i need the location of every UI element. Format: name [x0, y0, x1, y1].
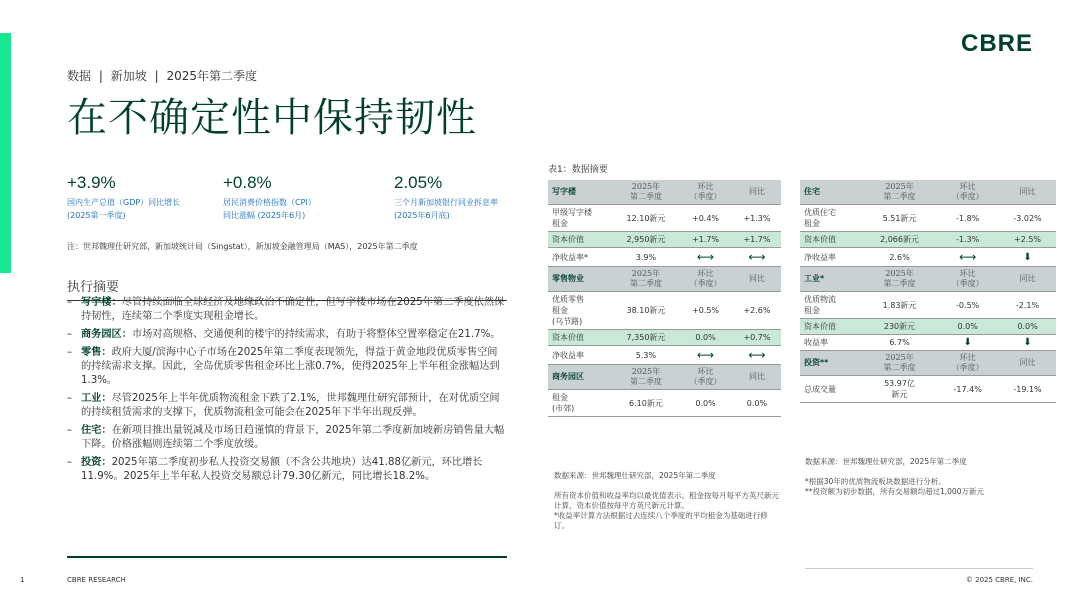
row-value: 38.10新元: [614, 292, 678, 330]
summary-item: – 商务园区：市场对高规格、交通便利的楼宇的持续需求，有助于将整体空置率稳定在21.7%。: [67, 328, 507, 342]
table-row: [548, 248, 781, 267]
kpi-interbank-rate: [394, 173, 498, 222]
table-row: [548, 390, 781, 417]
kpi-gdp: [67, 173, 180, 222]
column-header-yoy: 同比: [999, 351, 1056, 376]
breadcrumb-country: 新加坡: [110, 69, 147, 83]
table-row: [800, 205, 1056, 232]
down-arrow-icon: ⬇: [1023, 337, 1032, 348]
row-qoq: +1.7%: [678, 232, 733, 248]
row-label: 优质住宅 租金: [800, 205, 863, 232]
row-label: 资本价值: [800, 319, 863, 335]
row-label: 租金 (市郊): [548, 390, 614, 417]
section-title: 商务园区: [548, 365, 614, 390]
left-source-notes: [554, 471, 782, 531]
section-header-row: [548, 365, 781, 390]
row-value: 2,950新元: [614, 232, 678, 248]
row-value: 3.9%: [614, 248, 678, 267]
breadcrumb: [67, 67, 257, 84]
flat-arrow-icon: ⟷: [696, 348, 715, 362]
row-qoq: [936, 248, 999, 267]
cbre-logo: CBRE: [960, 30, 1033, 57]
page-number: 1: [20, 576, 25, 584]
row-value: 230新元: [863, 319, 937, 335]
column-header-yoy: 同比: [733, 365, 781, 390]
source-line: 数据来源：世邦魏理仕研究部，2025年第二季度: [554, 471, 716, 480]
breadcrumb-period: 2025年第二季度: [166, 69, 257, 83]
summary-item: – 工业：尽管2025年上半年优质物流租金下跌了2.1%，世邦魏理仕研究部预计，在对优质空间的持续租赁需求的支撑下，优质物流租金可能会在2025年下半年出现反弹。: [67, 392, 507, 420]
table-row: [800, 319, 1056, 335]
kpi-label: 居民消费价格指数（CPI） 同比涨幅 (2025年6月): [223, 198, 316, 220]
summary-list: [67, 296, 507, 488]
row-label: 甲级写字楼 租金: [548, 205, 614, 232]
row-label: 优质零售 租金 (乌节路): [548, 292, 614, 330]
flat-arrow-icon: ⟷: [748, 348, 766, 362]
row-value: 12.10新元: [614, 205, 678, 232]
column-header-period: 2025年 第二季度: [614, 180, 678, 205]
row-value: 1.83新元: [863, 292, 937, 319]
column-header-period: 2025年 第二季度: [863, 267, 937, 292]
row-qoq: [678, 248, 733, 267]
page-title: 在不确定性中保持韧性: [67, 95, 477, 141]
row-yoy: -19.1%: [999, 376, 1056, 403]
column-header-qoq: 环比 （季度）: [678, 267, 733, 292]
row-value: 6.7%: [863, 335, 937, 351]
table-row: [800, 335, 1056, 351]
footer-divider: [805, 568, 1033, 569]
table-row: [800, 292, 1056, 319]
row-yoy: [733, 248, 781, 267]
table-row: [800, 232, 1056, 248]
footer-publisher: CBRE RESEARCH: [67, 576, 126, 584]
row-qoq: +0.4%: [678, 205, 733, 232]
summary-item: – 住宅：在新项目推出量锐减及市场日趋谨慎的背景下，2025年第二季度新加坡新房销售量大幅下降。价格涨幅则连续第二个季度放缓。: [67, 424, 507, 452]
column-header-qoq: 环比 （季度）: [936, 351, 999, 376]
table-row: [548, 232, 781, 248]
section-title: 零售物业: [548, 267, 614, 292]
down-arrow-icon: ⬇: [1023, 251, 1032, 263]
kpi-value: +3.9%: [67, 173, 116, 192]
footer-copyright: © 2025 CBRE, INC.: [965, 576, 1033, 584]
row-yoy: -3.02%: [999, 205, 1056, 232]
accent-bar: [0, 33, 11, 273]
column-header-period: 2025年 第二季度: [614, 365, 678, 390]
table-row: [548, 205, 781, 232]
flat-arrow-icon: ⟷: [748, 250, 766, 264]
row-qoq: [936, 335, 999, 351]
row-value: 2,066新元: [863, 232, 937, 248]
row-value: 7,350新元: [614, 330, 678, 346]
section-header-row: [548, 267, 781, 292]
row-value: 5.3%: [614, 346, 678, 365]
row-label: 资本价值: [548, 232, 614, 248]
row-qoq: 0.0%: [678, 330, 733, 346]
flat-arrow-icon: ⟷: [696, 250, 715, 264]
row-yoy: +2.5%: [999, 232, 1056, 248]
summary-item: – 投资：2025年第二季度初步私人投资交易额（不含公共地块）达41.88亿新元，环比增长11.9%。2025年上半年私人投资交易额总计79.30亿新元，同比增长18.2%。: [67, 456, 507, 484]
column-header-yoy: 同比: [733, 267, 781, 292]
row-yoy: -2.1%: [999, 292, 1056, 319]
kpi-label: 国内生产总值（GDP）同比增长 (2025第一季度): [67, 198, 181, 220]
row-qoq: -0.5%: [936, 292, 999, 319]
column-header-period: 2025年 第二季度: [863, 180, 937, 205]
down-arrow-icon: ⬇: [963, 337, 972, 348]
row-yoy: [733, 346, 781, 365]
footnote: **投资额为初步数据，所有交易额均超过1,000万新元: [805, 487, 984, 496]
row-yoy: [999, 335, 1056, 351]
row-yoy: +1.7%: [733, 232, 781, 248]
left-data-table: [548, 180, 781, 417]
column-header-qoq: 环比 （季度）: [678, 180, 733, 205]
row-label: 收益率: [800, 335, 863, 351]
table-row: [800, 376, 1056, 403]
row-label: 资本价值: [800, 232, 863, 248]
row-qoq: [678, 346, 733, 365]
row-qoq: -1.3%: [936, 232, 999, 248]
breadcrumb-category: 数据: [67, 69, 92, 83]
summary-heading: 执行摘要: [67, 276, 507, 301]
breadcrumb-separator: |: [98, 69, 103, 83]
row-label: 资本价值: [548, 330, 614, 346]
section-title: 住宅: [800, 180, 863, 205]
source-line: 数据来源：世邦魏理仕研究部，2025年第二季度: [805, 457, 967, 466]
row-qoq: 0.0%: [678, 390, 733, 417]
row-label: 优质物流 租金: [800, 292, 863, 319]
section-header-row: [548, 180, 781, 205]
row-qoq: +0.5%: [678, 292, 733, 330]
row-yoy: +0.7%: [733, 330, 781, 346]
row-qoq: -1.8%: [936, 205, 999, 232]
section-title: 投资**: [800, 351, 863, 376]
row-value: 53.97亿 新元: [863, 376, 937, 403]
column-header-yoy: 同比: [999, 180, 1056, 205]
column-header-period: 2025年 第二季度: [614, 267, 678, 292]
kpi-cpi: [223, 173, 316, 222]
column-header-yoy: 同比: [999, 267, 1056, 292]
summary-item: – 写字楼：尽管持续面临全球经济及地缘政治不确定性，但写字楼市场在2025年第二季度依然保持韧性，连续第二个季度实现租金增长。: [67, 296, 507, 324]
row-qoq: -17.4%: [936, 376, 999, 403]
row-yoy: +1.3%: [733, 205, 781, 232]
row-label: 总成交量: [800, 376, 863, 403]
row-label: 净收益率*: [548, 248, 614, 267]
section-header-row: [800, 267, 1056, 292]
breadcrumb-separator: |: [154, 69, 159, 83]
column-header-qoq: 环比 （季度）: [678, 365, 733, 390]
row-value: 6.10新元: [614, 390, 678, 417]
table-row: [800, 248, 1056, 267]
footnote: 所有资本价值和收益率均以最优值表示。租金按每月每平方英尺新元计算，资本价值按每平方英尺新元计算。: [554, 491, 779, 510]
row-label: 净收益率: [548, 346, 614, 365]
row-yoy: 0.0%: [733, 390, 781, 417]
row-value: 2.6%: [863, 248, 937, 267]
row-yoy: 0.0%: [999, 319, 1056, 335]
column-header-period: 2025年 第二季度: [863, 351, 937, 376]
section-header-row: [800, 351, 1056, 376]
section-title: 写字楼: [548, 180, 614, 205]
summary-divider: [67, 556, 507, 558]
row-label: 净收益率: [800, 248, 863, 267]
section-title: 工业*: [800, 267, 863, 292]
table-row: [548, 330, 781, 346]
kpi-label: 三个月新加坡银行同业拆息率 (2025年6月底): [394, 198, 498, 220]
sources-note: 注：世邦魏理仕研究部，新加坡统计局（Singstat），新加坡金融管理局（MAS），2025年第二季度: [67, 242, 418, 251]
footnote: *根据30年的优质物流板块数据进行分析。: [805, 477, 946, 486]
footnote: *收益率计算方法根据过去连续八个季度的平均租金为基础进行修订。: [554, 511, 768, 530]
row-qoq: 0.0%: [936, 319, 999, 335]
kpi-value: 2.05%: [394, 173, 443, 192]
table-caption: 表1：数据摘要: [548, 165, 608, 175]
right-data-table: [800, 180, 1056, 403]
column-header-qoq: 环比 （季度）: [936, 267, 999, 292]
table-row: [548, 346, 781, 365]
flat-arrow-icon: ⟷: [959, 250, 977, 264]
column-header-qoq: 环比 （季度）: [936, 180, 999, 205]
summary-item: – 零售：政府大厦/滨海中心子市场在2025年第二季度表现领先，得益于黄金地段优质零售空间的持续需求支撑。因此，全岛优质零售租金环比上涨0.7%，使得2025年上半年租金涨幅达到1.3%。: [67, 346, 507, 388]
table-row: [548, 292, 781, 330]
section-header-row: [800, 180, 1056, 205]
kpi-value: +0.8%: [223, 173, 272, 192]
column-header-yoy: 同比: [733, 180, 781, 205]
right-source-notes: [805, 457, 1035, 497]
row-yoy: [999, 248, 1056, 267]
row-value: 5.51新元: [863, 205, 937, 232]
row-yoy: +2.6%: [733, 292, 781, 330]
